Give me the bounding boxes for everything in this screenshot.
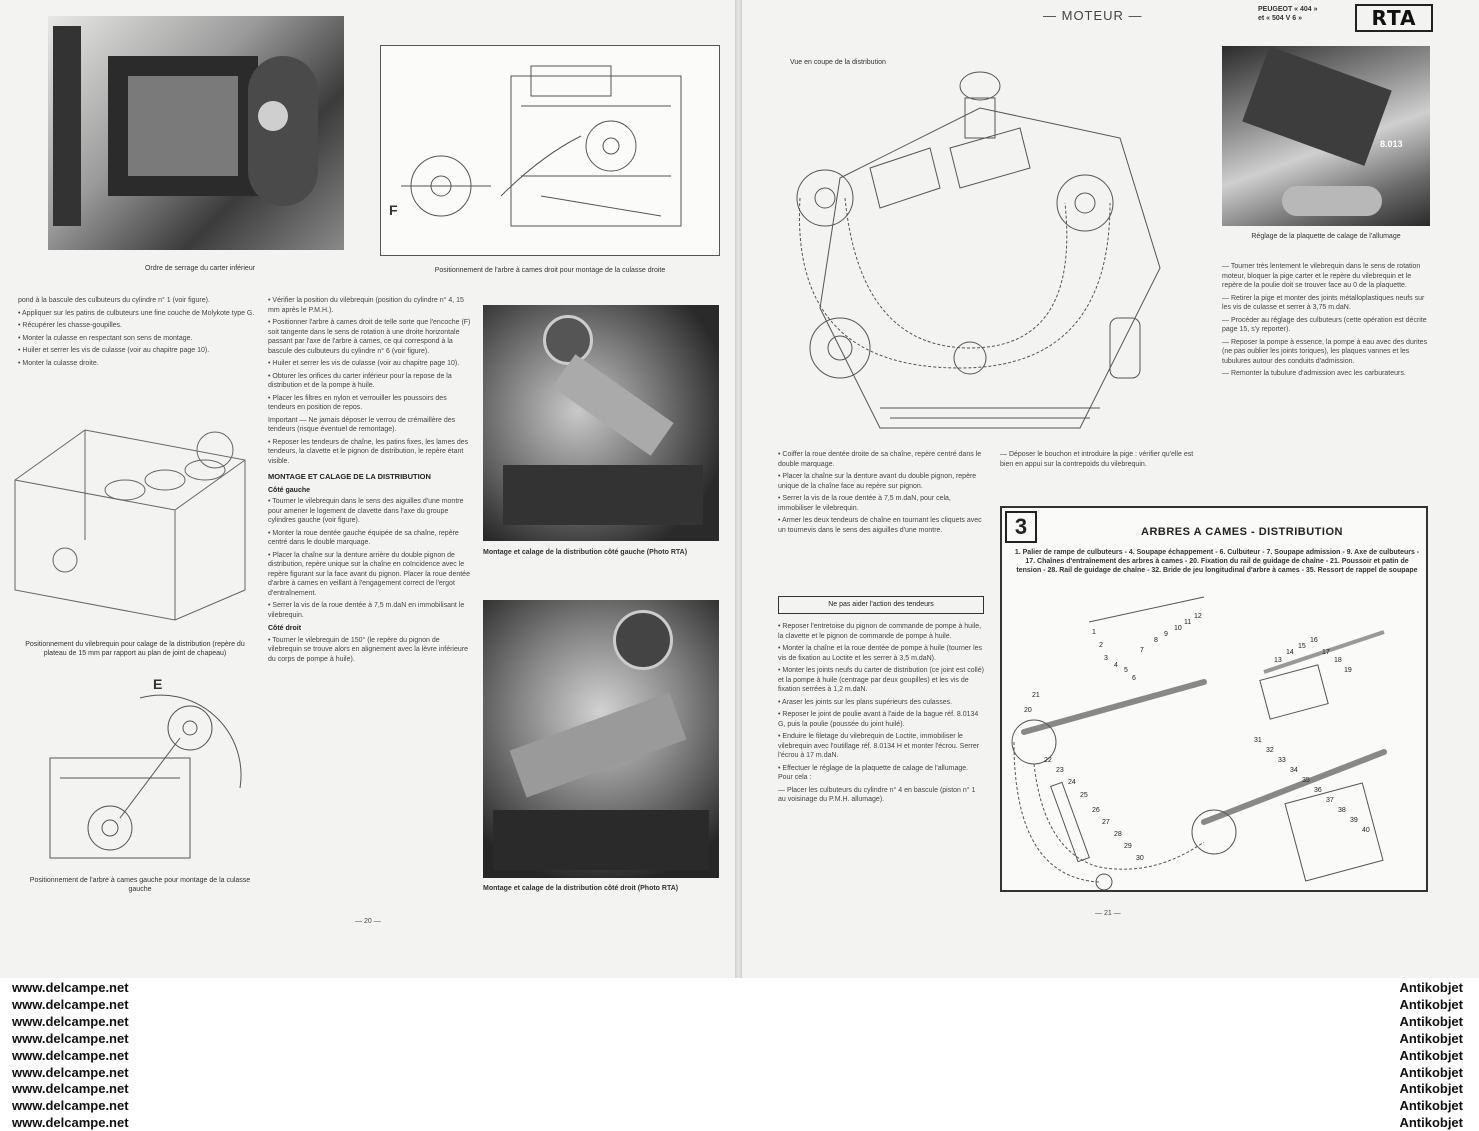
callout-number: 2 xyxy=(1099,642,1103,649)
photo-distribution-gauche xyxy=(483,305,719,541)
paragraph: • Huiler et serrer les vis de culasse (voir au chapitre page 10). xyxy=(268,360,460,367)
text-column-a2 xyxy=(778,622,984,808)
watermark-delcampe: www.delcampe.net xyxy=(12,1047,129,1063)
paragraph: • Appliquer sur les patins de culbuteurs une fine couche de Molykote type G. xyxy=(18,309,255,317)
watermark-antikobjet: Antikobjet xyxy=(1399,1064,1463,1080)
paragraph: — Déposer le bouchon et introduire la pige : vérifier qu'elle est bien en appui sur la contrepoids du vilebrequin. xyxy=(1000,451,1194,468)
paragraph: — Retirer la pige et monter des joints métalloplastiques neufs sur les vis de culasse et serrer à 3,75 m.daN. xyxy=(1222,294,1425,311)
figure-title: ARBRES A CAMES - DISTRIBUTION xyxy=(1141,526,1343,538)
caption-photo-carter: Ordre de serrage du carter inférieur xyxy=(144,265,256,272)
text-column-a xyxy=(778,450,984,538)
callout-number: 7 xyxy=(1140,647,1144,654)
paragraph: — Procéder au réglage des culbuteurs (cette opération est décrite page 15, s'y reporter). xyxy=(1222,316,1427,333)
folio-right: — 21 — xyxy=(1095,910,1121,917)
paragraph: • Monter la roue dentée gauche équipée de sa chaîne, repère centré dans le double marquage. xyxy=(268,529,459,546)
text-column-right-top xyxy=(1222,262,1430,382)
callout-number: 6 xyxy=(1132,675,1136,682)
folio-left: — 20 — xyxy=(355,918,381,925)
watermark-antikobjet: Antikobjet xyxy=(1399,1013,1463,1029)
callout-number: 36 xyxy=(1314,787,1322,794)
watermark-antikobjet: Antikobjet xyxy=(1399,980,1463,995)
paragraph: • Monter la chaîne et la roue dentée de pompe à huile (tourner les vis de fixation au Loctite et les serrer à 3,5 m.daN). xyxy=(778,645,983,662)
drawing-arbre-cames-gauche xyxy=(40,678,260,868)
callout-number: 22 xyxy=(1044,757,1052,764)
paragraph: • Reposer l'entretoise du pignon de commande de pompe à huile, la clavette et le pignon de commande de pompe à huile. xyxy=(778,623,982,640)
sketch-arbre-droit xyxy=(381,46,719,255)
callout-number: 23 xyxy=(1056,767,1064,774)
photo-carter-inferieur xyxy=(48,16,344,250)
watermark-delcampe: www.delcampe.net xyxy=(12,1013,129,1029)
callout-number: 11 xyxy=(1184,619,1192,626)
callout-number: 31 xyxy=(1254,737,1262,744)
paragraph: • Monter les joints neufs du carter de distribution (ce joint est collé) et la pompe à huile (centrage par deux goupilles) et les vis de fixation serrées à 1,2 m.daN. xyxy=(778,667,984,693)
text-column-2 xyxy=(268,296,474,667)
watermark-delcampe: www.delcampe.net xyxy=(12,996,129,1012)
paragraph: pond à la bascule des culbuteurs du cylindre n° 1 (voir figure). xyxy=(18,297,210,304)
callout-number: 25 xyxy=(1080,792,1088,799)
photo-distribution-droit xyxy=(483,600,719,878)
callout-number: 5 xyxy=(1124,667,1128,674)
subheading-cote-droit: Côté droit xyxy=(268,625,302,632)
watermark-delcampe: www.delcampe.net xyxy=(12,980,129,995)
paragraph: — Tourner très lentement le vilebrequin dans le sens de rotation moteur, bloquer la pige carter et le repère du vilebrequin et le repère de la poulie doit se trouver face au 0 de la plaquette. xyxy=(1222,263,1421,289)
callout-number: 18 xyxy=(1334,657,1342,664)
callout-number: 3 xyxy=(1104,655,1108,662)
photo-marking: 8.013 xyxy=(1380,139,1403,149)
paragraph: • Récupérer les chasse-goupilles. xyxy=(18,322,123,329)
watermark-antikobjet: Antikobjet xyxy=(1399,1115,1463,1131)
watermark-antikobjet: Antikobjet xyxy=(1399,1047,1463,1063)
caption-photo-plaquette: Réglage de la plaquette de calage de l'allumage xyxy=(1251,233,1401,240)
paragraph: — Placer les culbuteurs du cylindre n° 4 en bascule (piston n° 1 au voisinage du P.M.H. allumage). xyxy=(778,786,976,803)
watermark-delcampe: www.delcampe.net xyxy=(12,1064,129,1080)
paragraph: • Placer la chaîne sur la denture avant du double pignon, repère unique de la chaîne face au repère sur pignon. xyxy=(778,473,977,490)
paragraph: • Armer les deux tendeurs de chaîne en tournant les cliquets avec un tournevis dans le sens des aiguilles d'une montre. xyxy=(778,517,982,534)
callout-number: 8 xyxy=(1154,637,1158,644)
paragraph: — Reposer la pompe à essence, la pompe à eau avec des durites (ne pas oublier les joints toriques), les plaques vannes et les tubulures autour des conduits d'admission. xyxy=(1222,338,1428,365)
callout-number: 20 xyxy=(1024,707,1032,714)
rta-logo: RTA xyxy=(1355,4,1433,32)
callout-number: 10 xyxy=(1174,625,1182,632)
left-page xyxy=(0,0,735,978)
watermark-delcampe: www.delcampe.net xyxy=(12,1098,129,1114)
drawing-vilebrequin xyxy=(5,420,255,630)
paragraph: • Monter la culasse en respectant son sens de montage. xyxy=(18,334,193,342)
callout-number: 19 xyxy=(1344,667,1352,674)
callout-number: 1 xyxy=(1092,629,1096,636)
callout-number: 38 xyxy=(1338,807,1346,814)
photo-plaquette-calage xyxy=(1222,46,1430,226)
section-title: — MOTEUR — xyxy=(1043,8,1143,23)
callout-number: 37 xyxy=(1326,797,1334,804)
paragraph: Important — Ne jamais déposer le verrou de crémaillère des tendeurs (risque éventuel de remontage). xyxy=(268,416,456,433)
drawing-vue-distribution xyxy=(780,68,1200,450)
callout-number: 27 xyxy=(1102,819,1110,826)
callout-number: 13 xyxy=(1274,657,1282,664)
paragraph: • Huiler et serrer les vis de culasse (voir au chapitre page 10). xyxy=(18,347,210,354)
figure-legend: 1. Palier de rampe de culbuteurs - 4. Soupape échappement - 6. Culbuteur - 7. Soupape admission - 9. Axe de culbuteurs - 17. Chaînes d'entraînement des arbres à cames - 20. Fixation du rail de guidage de chaîne - 21. Poussoir et patin de tension - 28. Rail de guidage de chaîne - 32. Bride de jeu longitudinal d'arbre à cames - 35. Ressort de rappel de soupape xyxy=(1014,549,1420,574)
callout-number: 35 xyxy=(1302,777,1310,784)
paragraph: • Placer la chaîne sur la denture arrière du double pignon de distribution, repère unique sur la chaîne en coïncidence avec le repère figurant sur la face avant du pignon. Placer la roue dentée d'arbre à cames en veillant à l'engagement correct de l'ergot d'entraînement. xyxy=(268,551,470,597)
paragraph: • Coiffer la roue dentée droite de sa chaîne, repère centré dans le double marquage. xyxy=(778,451,982,468)
paragraph: • Positionner l'arbre à cames droit de telle sorte que l'encoche (F) soit tangente dans le sens de rotation à une droite horizontale passant par l'axe de l'arbre à cames, ce qui correspond à la bascule des culbuteurs du cylindre n° 6 (voir figure). xyxy=(268,319,471,355)
caption-photo-droit: Montage et calage de la distribution côté droit (Photo RTA) xyxy=(483,885,679,892)
watermark-antikobjet: Antikobjet xyxy=(1399,1081,1463,1097)
notice-tendeurs: Ne pas aider l'action des tendeurs xyxy=(778,596,984,614)
callout-number: 29 xyxy=(1124,843,1132,850)
model-line-1: PEUGEOT « 404 » xyxy=(1258,6,1318,13)
callout-number: 21 xyxy=(1032,692,1040,699)
callout-number: 14 xyxy=(1286,649,1294,656)
paragraph: • Serrer la vis de la roue dentée à 7,5 m.daN en immobilisant le vilebrequin. xyxy=(268,602,465,619)
paragraph: • Enduire le filetage du vilebrequin de Loctite, immobiliser le vilebrequin avec l'outillage réf. 8.0134 H et monter l'écrou. Serrer l'écrou à 17 m.daN. xyxy=(778,733,980,759)
callout-number: 33 xyxy=(1278,757,1286,764)
paragraph: • Tourner le vilebrequin dans le sens des aiguilles d'une montre pour amener le logement de clavette dans l'axe du groupe cylindres gauche (voir figure). xyxy=(268,498,464,524)
callout-number: 4 xyxy=(1114,662,1118,669)
subheading-cote-gauche: Côté gauche xyxy=(268,486,311,494)
watermark-antikobjet: Antikobjet xyxy=(1399,1030,1463,1046)
callout-number: 17 xyxy=(1322,649,1330,656)
text-column-1 xyxy=(18,296,258,371)
callout-number: 32 xyxy=(1266,747,1274,754)
watermark-antikobjet: Antikobjet xyxy=(1399,996,1463,1012)
paragraph: • Araser les joints sur les plans supérieurs des culasses. xyxy=(778,698,953,706)
exploded-camshaft-drawing xyxy=(1004,592,1424,892)
watermark-delcampe: www.delcampe.net xyxy=(12,1030,129,1046)
caption-photo-gauche: Montage et calage de la distribution côté gauche (Photo RTA) xyxy=(483,549,688,556)
figure-3-arbres-cames xyxy=(1000,506,1428,892)
model-line-2: et « 504 V 6 » xyxy=(1258,15,1302,22)
callout-number: 30 xyxy=(1136,855,1144,862)
caption-drawing-arbre-gauche: Positionnement de l'arbre à cames gauche pour montage de la culasse gauche xyxy=(29,877,251,893)
watermark-delcampe: www.delcampe.net xyxy=(12,1115,129,1131)
watermark-left-column xyxy=(12,980,129,1131)
callout-number: 28 xyxy=(1114,831,1122,838)
figure-number: 3 xyxy=(1005,511,1037,543)
header-model xyxy=(1258,5,1318,23)
paragraph: • Serrer la vis de la roue dentée à 7,5 m.daN, pour cela, immobiliser le vilebrequin. xyxy=(778,495,951,512)
paragraph: • Obturer les orifices du carter inférieur pour la repose de la distribution et de la pompe à huile. xyxy=(268,372,452,389)
watermark-antikobjet: Antikobjet xyxy=(1399,1098,1463,1114)
callout-number: 24 xyxy=(1068,779,1076,786)
paragraph: — Remonter la tubulure d'admission avec les carburateurs. xyxy=(1222,370,1406,377)
callout-number: 15 xyxy=(1298,643,1306,650)
gutter xyxy=(735,0,742,978)
paragraph: • Reposer le joint de poulie avant à l'aide de la bague réf. 8.0134 G, puis la poulie (poussée du joint huilé). xyxy=(778,711,979,728)
paragraph: • Monter la culasse droite. xyxy=(18,359,99,367)
callout-number: 34 xyxy=(1290,767,1298,774)
paragraph: • Effectuer le réglage de la plaquette de calage de l'allumage. Pour cela : xyxy=(778,764,969,781)
label-F: F xyxy=(389,202,398,218)
caption-drawing-arbre-droit: Positionnement de l'arbre à cames droit pour montage de la culasse droite xyxy=(434,267,666,274)
caption-vue-eclatee: Vue en coupe de la distribution xyxy=(790,59,886,66)
callout-number: 16 xyxy=(1310,637,1318,644)
paragraph: • Tourner le vilebrequin de 150° (le repère du pignon de vilebrequin se trouve alors en alignement avec la lèvre inférieure du corps de pompe à huile). xyxy=(268,636,468,663)
label-E: E xyxy=(153,676,163,692)
callout-number: 26 xyxy=(1092,807,1100,814)
text-column-b xyxy=(1000,450,1208,472)
heading-montage-calage: MONTAGE ET CALAGE DE LA DISTRIBUTION xyxy=(268,472,431,481)
callout-number: 40 xyxy=(1362,827,1370,834)
paragraph: • Reposer les tendeurs de chaîne, les patins fixes, les lames des tendeurs, la clavette et le pignon de distribution, le repère étant visible. xyxy=(268,438,469,465)
callout-number: 12 xyxy=(1194,613,1202,620)
watermark-band xyxy=(0,978,1479,1131)
drawing-arbre-cames-droit xyxy=(380,45,720,256)
watermark-delcampe: www.delcampe.net xyxy=(12,1081,129,1097)
callout-number: 39 xyxy=(1350,817,1358,824)
caption-drawing-vilebrequin: Positionnement du vilebrequin pour calage de la distribution (repère du plateau de 15 mm par rapport au plan de joint de chapeau) xyxy=(25,641,245,657)
watermark-right-column xyxy=(1399,980,1463,1131)
callout-number: 9 xyxy=(1164,631,1168,638)
paragraph: • Placer les filtres en nylon et verrouiller les poussoirs des tendeurs en position de repos. xyxy=(268,394,447,411)
paragraph: • Vérifier la position du vilebrequin (position du cylindre n° 4, 15 mm après le P.M.H.). xyxy=(268,297,464,314)
